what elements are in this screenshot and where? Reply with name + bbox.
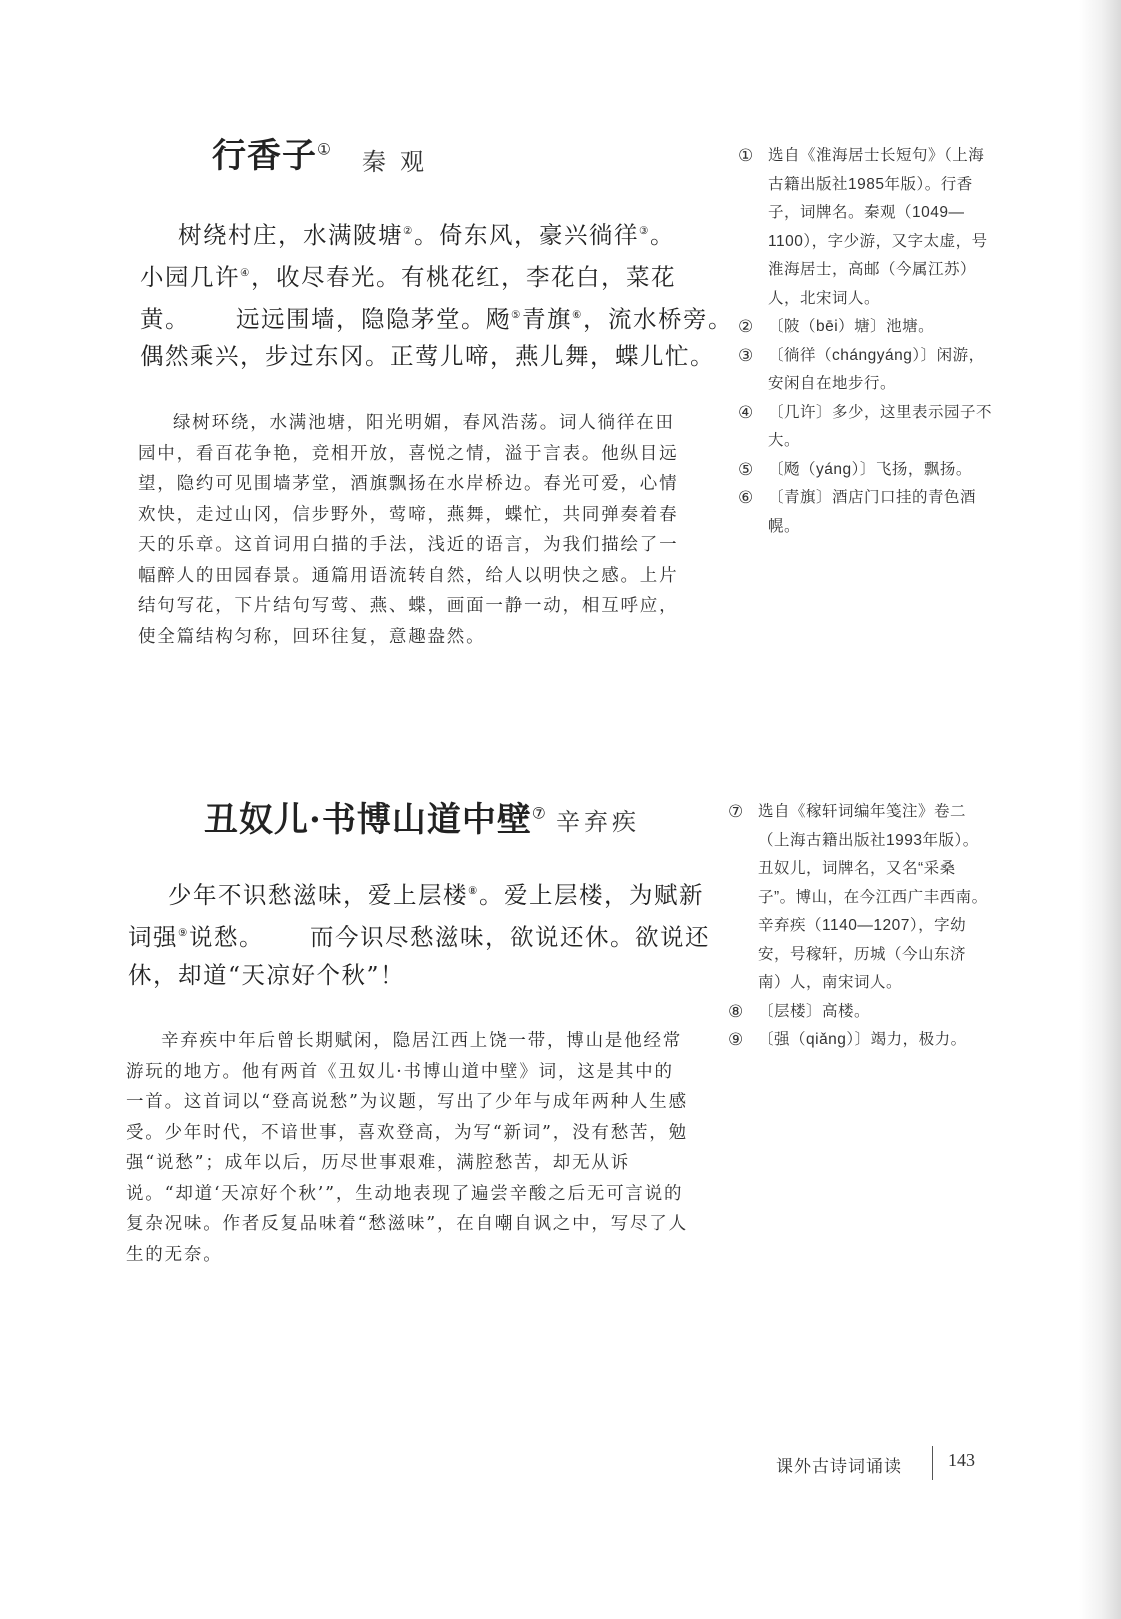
page-edge-shadow <box>1079 0 1121 1619</box>
poem-line: 黄。 远远围墙，隐隐茅堂。飏⑤青旗⑥，流水桥旁。 <box>140 304 733 333</box>
footer-section-title: 课外古诗词诵读 <box>776 1457 902 1476</box>
page-number: 143 <box>948 1450 975 1470</box>
poem-line: 少年不识愁滋味，爱上层楼⑧。爱上层楼，为赋新 <box>168 880 704 909</box>
poem-title: 行香子① <box>212 136 332 176</box>
footnote: ⑦ 选自《稼轩词编年笺注》卷二（上海古籍出版社1993年版）。丑奴儿，词牌名，又名“采桑子”。博山，在今江西广丰西南。辛弃疾（1140—1207），字幼安，号稼轩，历城（今山东济南）人，南宋词人。 <box>728 802 988 991</box>
poem-line: 休，却道“天凉好个秋”！ <box>128 960 406 989</box>
poem-author: 秦观 <box>362 148 438 176</box>
footnote: ② 〔陂（bēi）塘〕池塘。 <box>738 317 935 336</box>
poem-commentary: 辛弃疾中年后曾长期赋闲，隐居江西上饶一带，博山是他经常游玩的地方。他有两首《丑奴儿·书博山道中壁》词，这是其中的一首。这首词以“登高说愁”为议题，写出了少年与成年两种人生感受。少年时代，不谙世事，喜欢登高，为写“新词”，没有愁苦，勉强“说愁”；成年以后，历尽世事艰难，满腔愁苦，却无从诉说。“却道‘天凉好个秋’”，生动地表现了遍尝辛酸之后无可言说的复杂况味。作者反复品味着“愁滋味”，在自嘲自讽之中，写尽了人生的无奈。 <box>126 1031 688 1265</box>
footnote: ③ 〔徜徉（chángyáng）〕闲游，安闲自在地步行。 <box>738 345 985 392</box>
footnote: ⑥ 〔青旗〕酒店门口挂的青色酒幌。 <box>738 488 977 535</box>
footnote: ⑧ 〔层楼〕高楼。 <box>728 1001 871 1021</box>
footnote: ① 选自《淮海居士长短句》（上海古籍出版社1985年版）。行香子，词牌名。秦观（1049—1100），字少游，又字太虚，号淮海居士，高邮（今属江苏）人，北宋词人。 <box>738 146 988 307</box>
poem-line: 词强⑨说愁。 而今识尽愁滋味，欲说还休。欲说还 <box>128 922 710 951</box>
poem-body <box>140 212 733 375</box>
notes-poem2 <box>728 798 990 1055</box>
poem-commentary: 绿树环绕，水满池塘，阳光明媚，春风浩荡。词人徜徉在田园中，看百花争艳，竞相开放，喜悦之情，溢于言表。他纵目远望，隐约可见围墙茅堂，酒旗飘扬在水岸桥边。春光可爱，心情欢快，走过山冈，信步野外，莺啼，燕舞，蝶忙，共同弹奏着春天的乐章。这首词用白描的手法，浅近的语言，为我们描绘了一幅醉人的田园春景。通篇用语流转自然，给人以明快之感。上片结句写花，下片结句写莺、燕、蝶，画面一静一动，相互呼应，使全篇结构匀称，回环往复，意趣盎然。 <box>138 413 679 647</box>
poem-line: 树绕村庄，水满陂塘②。倚东风，豪兴徜徉③。 <box>178 220 675 249</box>
poem-body <box>128 872 710 994</box>
notes-poem1 <box>738 142 1000 541</box>
footnote: ⑨ 〔强（qiǎng）〕竭力，极力。 <box>728 1030 967 1049</box>
poem-title: 丑奴儿·书博山道中壁⑦ <box>204 800 547 840</box>
footnote: ④ 〔几许〕多少，这里表示园子不大。 <box>738 402 993 449</box>
poem-line: 偶然乘兴，步过东冈。正莺儿啼，燕儿舞，蝶儿忙。 <box>140 342 715 371</box>
poem-line: 小园几许④，收尽春光。有桃花红，李花白，菜花 <box>140 262 676 291</box>
footer-divider <box>932 1446 933 1480</box>
poem-author: 辛弃疾 <box>556 808 640 836</box>
footnote: ⑤ 〔飏（yáng）〕飞扬，飘扬。 <box>738 459 972 479</box>
